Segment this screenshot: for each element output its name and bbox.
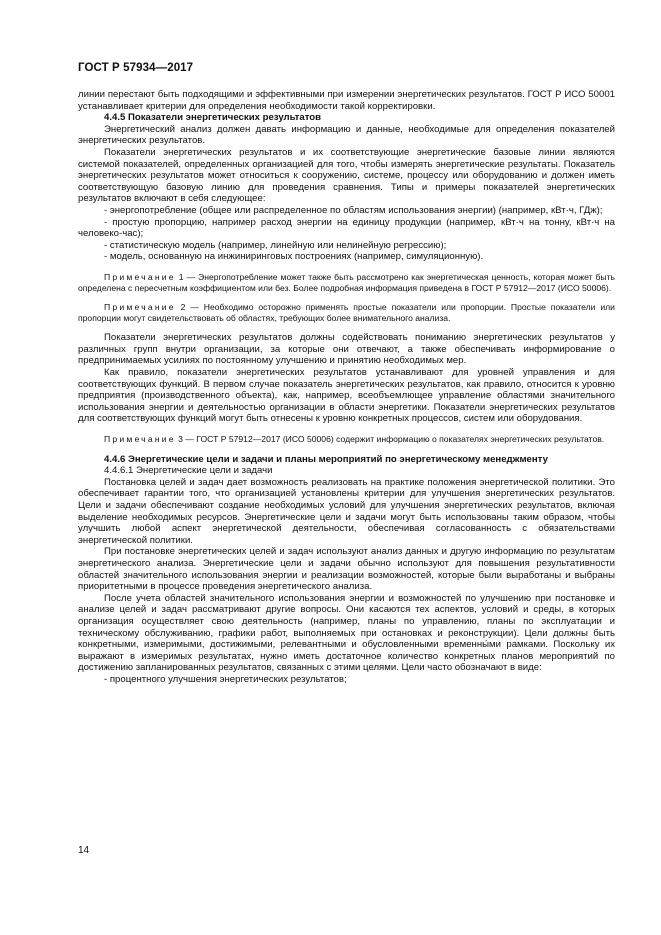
paragraph: Показатели энергетических результатов и их соответствующие энергетические базовые линии являются системой показателей, определенных организацией для того, чтобы измерять энергетические результаты. Показатель энергетических результатов может относиться к сооружению, системе, процессу или оборудованию и должен иметь соответствующую базовую линию для проведения сравнения. Типы и примеры показателей энергетических результатов включают в себя следующее:	[78, 146, 615, 205]
paragraph: Постановка целей и задач дает возможность реализовать на практике положения энергетической политики. Это обеспечивает гарантии того, что организацией установлены критерии для улучшения энергетических результатов. Цели и задачи обеспечивают создание необходимых условий для улучшения энергетических результатов, включая выделение необходимых ресурсов. Энергетические цели и задачи могут быть использованы таким образом, чтобы улучшить любой аспект энергетической деятельности, обеспечивая согласованность с обязательствами энергетической политики.	[78, 476, 615, 546]
note-label: Примечание	[104, 434, 176, 445]
note-1	[78, 272, 615, 293]
note-label: Примечание	[104, 271, 176, 282]
note-text: 1 — Энергопотребление может также быть рассмотрено как энергетическая ценность, которая может быть определена с пересчетным коэффициентом или без. Более подробная информация приведена в ГОСТ Р 57912—2017 (ИСО 50006).	[78, 271, 615, 293]
list-item: - энергопотребление (общее или распределенное по областям использования энергии) (например, кВт·ч, ГДж);	[104, 204, 603, 216]
note-3	[78, 434, 615, 445]
paragraph: Как правило, показатели энергетических результатов устанавливают для уровней управления и для соответствующих функций. В первом случае показатель энергетических результатов, как правило, относится к уровню предприятия (производственного объекта), как, например, всеобъемлющее управление областями значительного использования энергии и деятельностью организации в области энергетики. Показатели энергетических результатов для соответствующих функций могут быть отнесены к уровню конкретных процессов, систем или оборудования.	[78, 367, 615, 425]
paragraph: После учета областей значительного использования энергии и возможностей по улучшению при постановке и анализе целей и задач рассматривают другие вопросы. Они касаются тех аспектов, условий и среды, в которых организация осуществляет свою деятельность (например, планы по управлению, планы по эксплуатации и техническому обслуживанию, графики работ, выполняемых при остановках и реконструкции). Цели должны быть конкретными, измеримыми, достижимыми, релевантными и обусловленными временны́ми рамками. Поскольку их выражают в измеримых результатах, нужно иметь достаточное количество конкретных планов мероприятий по достижению запланированных результатов, связанных с этими целями. Цели часто обозначают в виде:	[78, 592, 615, 674]
document-header: ГОСТ Р 57934—2017	[78, 62, 194, 74]
list-item: - модель, основанную на инжиниринговых построениях (например, симуляционную).	[104, 251, 484, 263]
subsection-heading-4-4-6-1: 4.4.6.1 Энергетические цели и задачи	[104, 465, 273, 477]
paragraph: линии перестают быть подходящими и эффективными при измерении энергетических результатов. ГОСТ Р ИСО 50001 устанавливает критерии для определения необходимости такой корректировки.	[78, 89, 615, 112]
note-label: Примечание	[104, 302, 176, 313]
page-content	[78, 89, 615, 686]
page-number: 14	[78, 845, 90, 856]
list-item: - статистическую модель (например, линейную или нелинейную регрессию);	[104, 239, 447, 251]
list-item: - простую пропорцию, например расход энергии на единицу продукции (например, кВт·ч на тонну, кВт·ч на человеко-час);	[78, 216, 615, 240]
paragraph: Энергетический анализ должен давать информацию и данные, необходимые для определения показателей энергетических результатов.	[78, 123, 615, 147]
note-text: 2 — Необходимо осторожно применять простые показатели или пропорции. Простые показатели или пропорции могут свидетельствовать об областях, требующих более внимательного анализа.	[78, 302, 615, 323]
list-item: - процентного улучшения энергетических результатов;	[104, 673, 347, 685]
paragraph: При постановке энергетических целей и задач используют анализ данных и другую информацию по результатам энергетического анализа. Энергетические цели и задачи обычно используют для повышения результативности областей значительного использования энергии и реализации возможностей, которые были выработаны и выбраны приоритетными в процессе проведения энергетического анализа.	[78, 546, 615, 593]
note-text: 3 — ГОСТ Р 57912—2017 (ИСО 50006) содержит информацию о показателях энергетических результатов.	[178, 434, 605, 445]
note-2	[78, 302, 615, 323]
section-heading-4-4-5: 4.4.5 Показатели энергетических результатов	[104, 112, 322, 124]
section-heading-4-4-6: 4.4.6 Энергетические цели и задачи и планы мероприятий по энергетическому менеджменту	[104, 453, 548, 465]
paragraph: Показатели энергетических результатов должны содействовать пониманию энергетических результатов у различных групп внутри организации, за которые они отвечают, а также обеспечивать информирование о предпринимаемых усилиях по постоянному улучшению и принятию необходимых мер.	[78, 332, 615, 367]
